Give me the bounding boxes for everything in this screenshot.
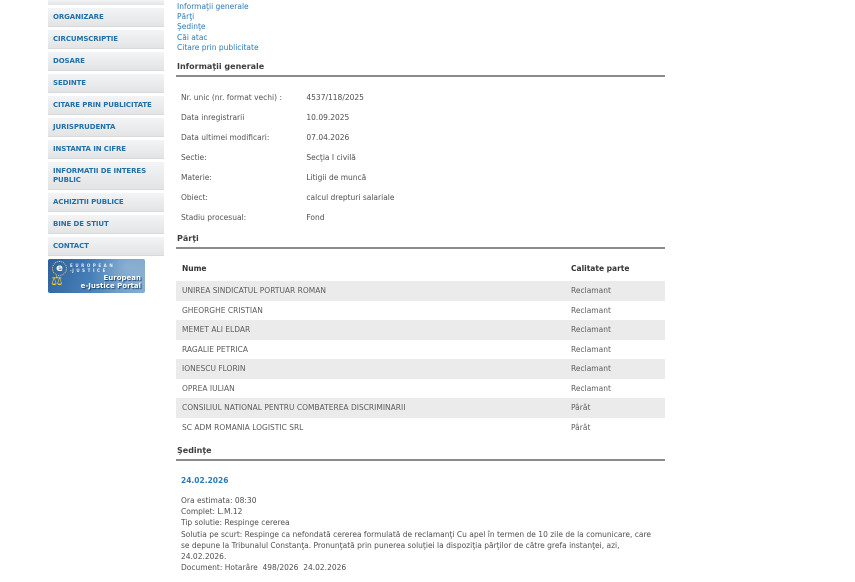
sidebar-item-label: INSTANTA IN CIFRE (53, 145, 126, 153)
sidebar-item-label: INFORMATII DE INTERES PUBLIC (53, 167, 147, 184)
field-value: 4537/118/2025 (306, 93, 364, 102)
ejustice-banner[interactable] (48, 259, 145, 293)
parties-table-header (176, 261, 665, 278)
table-row (176, 301, 665, 321)
party-name-cell: GHEORGHE CRISTIAN (182, 305, 263, 315)
field-label: Stadiu procesual: (181, 213, 247, 222)
column-header-calitate-parte: Calitate parte (571, 264, 630, 273)
sidebar-item-label: CIRCUMSCRIPTIE (53, 35, 118, 43)
ejustice-title-line2: e-Justice Portal (80, 282, 141, 290)
field-label: Obiect: (181, 193, 208, 202)
section-title-sedinte: Şedinţe (176, 446, 665, 461)
table-row (176, 398, 665, 418)
sidebar-item[interactable] (48, 193, 164, 212)
hearing-detail-line: Solutia pe scurt: Respinge ca nefondată cererea formulată de reclamanţi Cu apel în termen de 10 zile de la comunicare, care se depune la Tribunalul Constanţa. Pronunţată prin punerea soluţiei la dispoziţia părţilor de către grefa instanţei, azi, 24.02.2026. (181, 529, 654, 562)
parties-table-body (176, 281, 665, 437)
info-field-row (176, 208, 665, 228)
main-content (176, 0, 665, 582)
sidebar-item-partial[interactable] (48, 0, 164, 5)
hearing-date-link[interactable]: 24.02.2026 (181, 476, 229, 485)
page-anchor-nav (177, 2, 259, 53)
column-header-nume: Nume (182, 264, 207, 273)
table-row (176, 359, 665, 379)
sidebar-item[interactable] (48, 215, 164, 234)
table-row (176, 379, 665, 399)
party-name-cell: SC ADM ROMANIA LOGISTIC SRL (182, 422, 304, 432)
info-field-row (176, 168, 665, 188)
hearing-detail-line: Complet: L.M.12 (181, 507, 243, 517)
ejustice-logo-line1: E U R O P E A N (70, 263, 114, 268)
sidebar-item-label: DOSARE (53, 57, 85, 65)
ejustice-e-logo-icon: e (52, 261, 67, 276)
hearing-detail-line: Ora estimata: 08:30 (181, 496, 257, 505)
sidebar-item[interactable] (48, 237, 164, 256)
anchor-link[interactable]: Şedinţe (177, 22, 206, 32)
sidebar-item-label: ACHIZITII PUBLICE (53, 198, 124, 206)
info-field-row (176, 188, 665, 208)
field-value: 07.04.2026 (306, 133, 350, 142)
sidebar-item-label: ORGANIZARE (53, 13, 104, 21)
ejustice-logo-text (70, 263, 113, 273)
sidebar (48, 0, 164, 293)
table-row (176, 418, 665, 438)
party-role-cell: Reclamant (571, 383, 611, 393)
field-label: Materie: (181, 173, 212, 182)
sidebar-item-label: JURISPRUDENTA (53, 123, 116, 131)
anchor-link[interactable]: Părţi (177, 12, 195, 22)
anchor-link[interactable]: Informaţii generale (177, 2, 249, 11)
table-row (176, 320, 665, 340)
field-value: 10.09.2025 (306, 113, 350, 122)
hearing-detail-line: Tip solutie: Respinge cererea (181, 518, 290, 528)
field-label: Data inregistrarii (181, 113, 245, 122)
scales-of-justice-icon: ⚖ (51, 274, 63, 289)
sidebar-item[interactable] (48, 96, 164, 115)
party-name-cell: UNIREA SINDICATUL PORTUAR ROMAN (182, 286, 326, 295)
party-name-cell: OPREA IULIAN (182, 383, 235, 393)
field-value: calcul drepturi salariale (306, 193, 395, 202)
table-row (176, 340, 665, 360)
sidebar-item-label: CONTACT (53, 242, 89, 250)
party-name-cell: CONSILIUL NATIONAL PENTRU COMBATEREA DISCRIMINARII (182, 403, 406, 412)
case-info-fields (176, 88, 665, 228)
ejustice-logo-line2: -J U S T I C E (70, 268, 106, 273)
section-title-informatii-generale: Informaţii generale (176, 62, 665, 77)
field-label: Sectie: (181, 153, 207, 162)
field-value: Secţia I civilă (306, 153, 356, 162)
sidebar-menu (48, 8, 164, 256)
field-label: Nr. unic (nr. format vechi) : (181, 93, 282, 102)
info-field-row (176, 128, 665, 148)
party-role-cell: Reclamant (571, 364, 611, 373)
party-role-cell: Reclamant (571, 325, 611, 334)
party-role-cell: Reclamant (571, 286, 611, 295)
info-field-row (176, 88, 665, 108)
info-field-row (176, 108, 665, 128)
party-name-cell: IONESCU FLORIN (182, 364, 246, 373)
field-value: Litigii de muncă (306, 173, 367, 182)
sidebar-item[interactable] (48, 162, 164, 190)
ejustice-banner-title (81, 274, 141, 290)
party-role-cell: Reclamant (571, 305, 611, 315)
hearing-detail-line: Document: Hotarâre 498/2026 24.02.2026 (181, 563, 347, 573)
sidebar-item-label: BINE DE STIUT (53, 220, 109, 228)
party-role-cell: Reclamant (571, 344, 611, 354)
sidebar-item[interactable] (48, 118, 164, 137)
sidebar-item[interactable] (48, 52, 164, 71)
sidebar-item[interactable] (48, 140, 164, 159)
ejustice-title-line1: European (103, 274, 141, 282)
sidebar-item-label: SEDINTE (53, 79, 86, 87)
party-name-cell: RAGALIE PETRICA (182, 344, 248, 354)
sidebar-item[interactable] (48, 30, 164, 49)
section-title-parti: Părţi (176, 234, 665, 249)
anchor-link[interactable]: Căi atac (177, 32, 208, 42)
info-field-row (176, 148, 665, 168)
party-role-cell: Pârât (571, 403, 591, 412)
field-label: Data ultimei modificari: (181, 133, 270, 142)
table-row (176, 281, 665, 301)
sidebar-item[interactable] (48, 74, 164, 93)
sidebar-item-label: CITARE PRIN PUBLICITATE (53, 101, 152, 109)
party-role-cell: Pârât (571, 422, 591, 432)
field-value: Fond (306, 213, 325, 222)
anchor-link[interactable]: Citare prin publicitate (177, 42, 259, 52)
party-name-cell: MEMET ALI ELDAR (182, 325, 251, 334)
hearing-details (181, 495, 660, 573)
sidebar-item[interactable] (48, 8, 164, 27)
